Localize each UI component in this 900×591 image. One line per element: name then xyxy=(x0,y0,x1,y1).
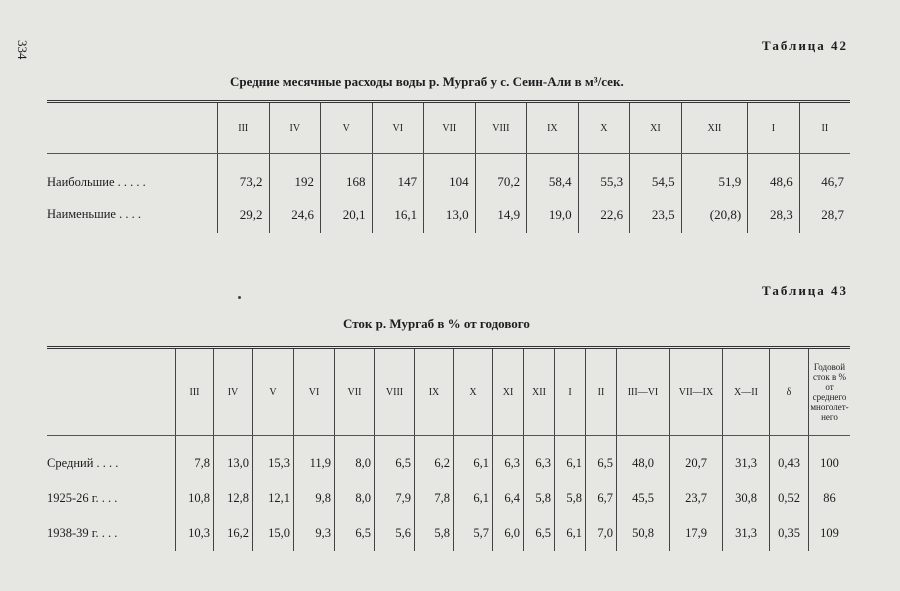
cell: 5,7 xyxy=(454,516,493,551)
cell: 28,7 xyxy=(799,196,850,233)
cell: 19,0 xyxy=(527,196,579,233)
cell: 70,2 xyxy=(475,154,527,197)
header-blank xyxy=(47,348,176,436)
col-header: III xyxy=(218,102,270,154)
cell: 16,1 xyxy=(372,196,424,233)
cell: 20,1 xyxy=(321,196,373,233)
cell: 30,8 xyxy=(723,481,770,516)
cell: 109 xyxy=(809,516,851,551)
cell: 6,5 xyxy=(375,436,415,482)
col-header: II xyxy=(586,348,617,436)
cell: 11,9 xyxy=(294,436,335,482)
col-header: VII—IX xyxy=(670,348,723,436)
cell: 55,3 xyxy=(578,154,630,197)
cell: 7,9 xyxy=(375,481,415,516)
row-label: Наименьшие . . . . xyxy=(47,207,141,221)
col-header: X xyxy=(454,348,493,436)
cell: 6,5 xyxy=(586,436,617,482)
cell: 6,1 xyxy=(555,436,586,482)
cell: 10,8 xyxy=(176,481,214,516)
col-header: δ xyxy=(770,348,809,436)
cell: 28,3 xyxy=(748,196,800,233)
col-header: III—VI xyxy=(617,348,670,436)
cell: 58,4 xyxy=(527,154,579,197)
cell: 15,3 xyxy=(253,436,294,482)
cell: 100 xyxy=(809,436,851,482)
row-label: 1925-26 г. . . . xyxy=(47,491,118,505)
col-header: IV xyxy=(269,102,321,154)
cell: 22,6 xyxy=(578,196,630,233)
cell: 6,0 xyxy=(493,516,524,551)
cell: 7,8 xyxy=(415,481,454,516)
cell: (20,8) xyxy=(681,196,748,233)
col-header: III xyxy=(176,348,214,436)
cell: 7,0 xyxy=(586,516,617,551)
cell: 7,8 xyxy=(176,436,214,482)
cell: 192 xyxy=(269,154,321,197)
cell: 13,0 xyxy=(424,196,476,233)
cell: 6,3 xyxy=(493,436,524,482)
cell: 48,6 xyxy=(748,154,800,197)
cell: 6,5 xyxy=(524,516,555,551)
cell: 16,2 xyxy=(214,516,253,551)
cell: 51,9 xyxy=(681,154,748,197)
table-43 xyxy=(47,346,850,551)
cell: 6,3 xyxy=(524,436,555,482)
table-43-label: Таблица 43 xyxy=(762,283,849,298)
cell: 0,43 xyxy=(770,436,809,482)
cell: 8,0 xyxy=(335,436,375,482)
col-header: I xyxy=(748,102,800,154)
cell: 14,9 xyxy=(475,196,527,233)
row-label: Средний . . . . xyxy=(47,456,119,470)
cell: 6,5 xyxy=(335,516,375,551)
table-row xyxy=(47,436,850,482)
table-43-header-row xyxy=(47,348,850,436)
cell: 13,0 xyxy=(214,436,253,482)
cell: 24,6 xyxy=(269,196,321,233)
cell: 104 xyxy=(424,154,476,197)
col-header: IX xyxy=(527,102,579,154)
cell: 5,6 xyxy=(375,516,415,551)
cell: 15,0 xyxy=(253,516,294,551)
cell: 17,9 xyxy=(670,516,723,551)
cell: 147 xyxy=(372,154,424,197)
col-header: VII xyxy=(424,102,476,154)
col-header: V xyxy=(253,348,294,436)
cell: 168 xyxy=(321,154,373,197)
col-header: XI xyxy=(630,102,682,154)
col-header: IV xyxy=(214,348,253,436)
cell: 54,5 xyxy=(630,154,682,197)
col-header: V xyxy=(321,102,373,154)
col-header: I xyxy=(555,348,586,436)
cell: 31,3 xyxy=(723,436,770,482)
cell: 6,4 xyxy=(493,481,524,516)
cell: 12,8 xyxy=(214,481,253,516)
cell: 6,2 xyxy=(415,436,454,482)
cell: 23,7 xyxy=(670,481,723,516)
cell: 29,2 xyxy=(218,196,270,233)
col-header: VIII xyxy=(475,102,527,154)
table-42-caption: Средние месячные расходы воды р. Мургаб у с. Сеин-Али в м³/сек. xyxy=(230,74,624,89)
cell: 6,7 xyxy=(586,481,617,516)
print-speck xyxy=(238,296,241,299)
cell: 9,3 xyxy=(294,516,335,551)
table-42-header-row xyxy=(47,102,850,154)
cell: 23,5 xyxy=(630,196,682,233)
cell: 31,3 xyxy=(723,516,770,551)
col-header: VI xyxy=(294,348,335,436)
cell: 45,5 xyxy=(617,481,670,516)
cell: 20,7 xyxy=(670,436,723,482)
cell: 86 xyxy=(809,481,851,516)
col-header: VI xyxy=(372,102,424,154)
col-header: II xyxy=(799,102,850,154)
row-label: Наибольшие . . . . . xyxy=(47,174,146,189)
cell: 6,1 xyxy=(454,436,493,482)
col-header: IX xyxy=(415,348,454,436)
col-header: XII xyxy=(681,102,748,154)
table-row xyxy=(47,154,850,197)
header-blank xyxy=(47,102,218,154)
col-header: X—II xyxy=(723,348,770,436)
cell: 50,8 xyxy=(617,516,670,551)
table-row xyxy=(47,516,850,551)
table-43-caption: Сток р. Мургаб в % от годового xyxy=(343,316,530,331)
cell: 5,8 xyxy=(555,481,586,516)
table-row xyxy=(47,481,850,516)
cell: 5,8 xyxy=(415,516,454,551)
cell: 12,1 xyxy=(253,481,294,516)
cell: 6,1 xyxy=(454,481,493,516)
cell: 8,0 xyxy=(335,481,375,516)
row-label: 1938-39 г. . . . xyxy=(47,526,118,540)
col-header: X xyxy=(578,102,630,154)
cell: 10,3 xyxy=(176,516,214,551)
col-header-annual: Годовой сток в % от среднего многолет-него xyxy=(809,348,851,436)
cell: 6,1 xyxy=(555,516,586,551)
col-header: VII xyxy=(335,348,375,436)
col-header: XII xyxy=(524,348,555,436)
col-header: VIII xyxy=(375,348,415,436)
cell: 0,52 xyxy=(770,481,809,516)
cell: 5,8 xyxy=(524,481,555,516)
cell: 0,35 xyxy=(770,516,809,551)
cell: 46,7 xyxy=(799,154,850,197)
cell: 9,8 xyxy=(294,481,335,516)
cell: 48,0 xyxy=(617,436,670,482)
table-42-label: Таблица 42 xyxy=(762,38,849,53)
col-header: XI xyxy=(493,348,524,436)
table-row xyxy=(47,196,850,233)
cell: 73,2 xyxy=(218,154,270,197)
page-number: 334 xyxy=(15,40,30,60)
table-42 xyxy=(47,100,850,233)
